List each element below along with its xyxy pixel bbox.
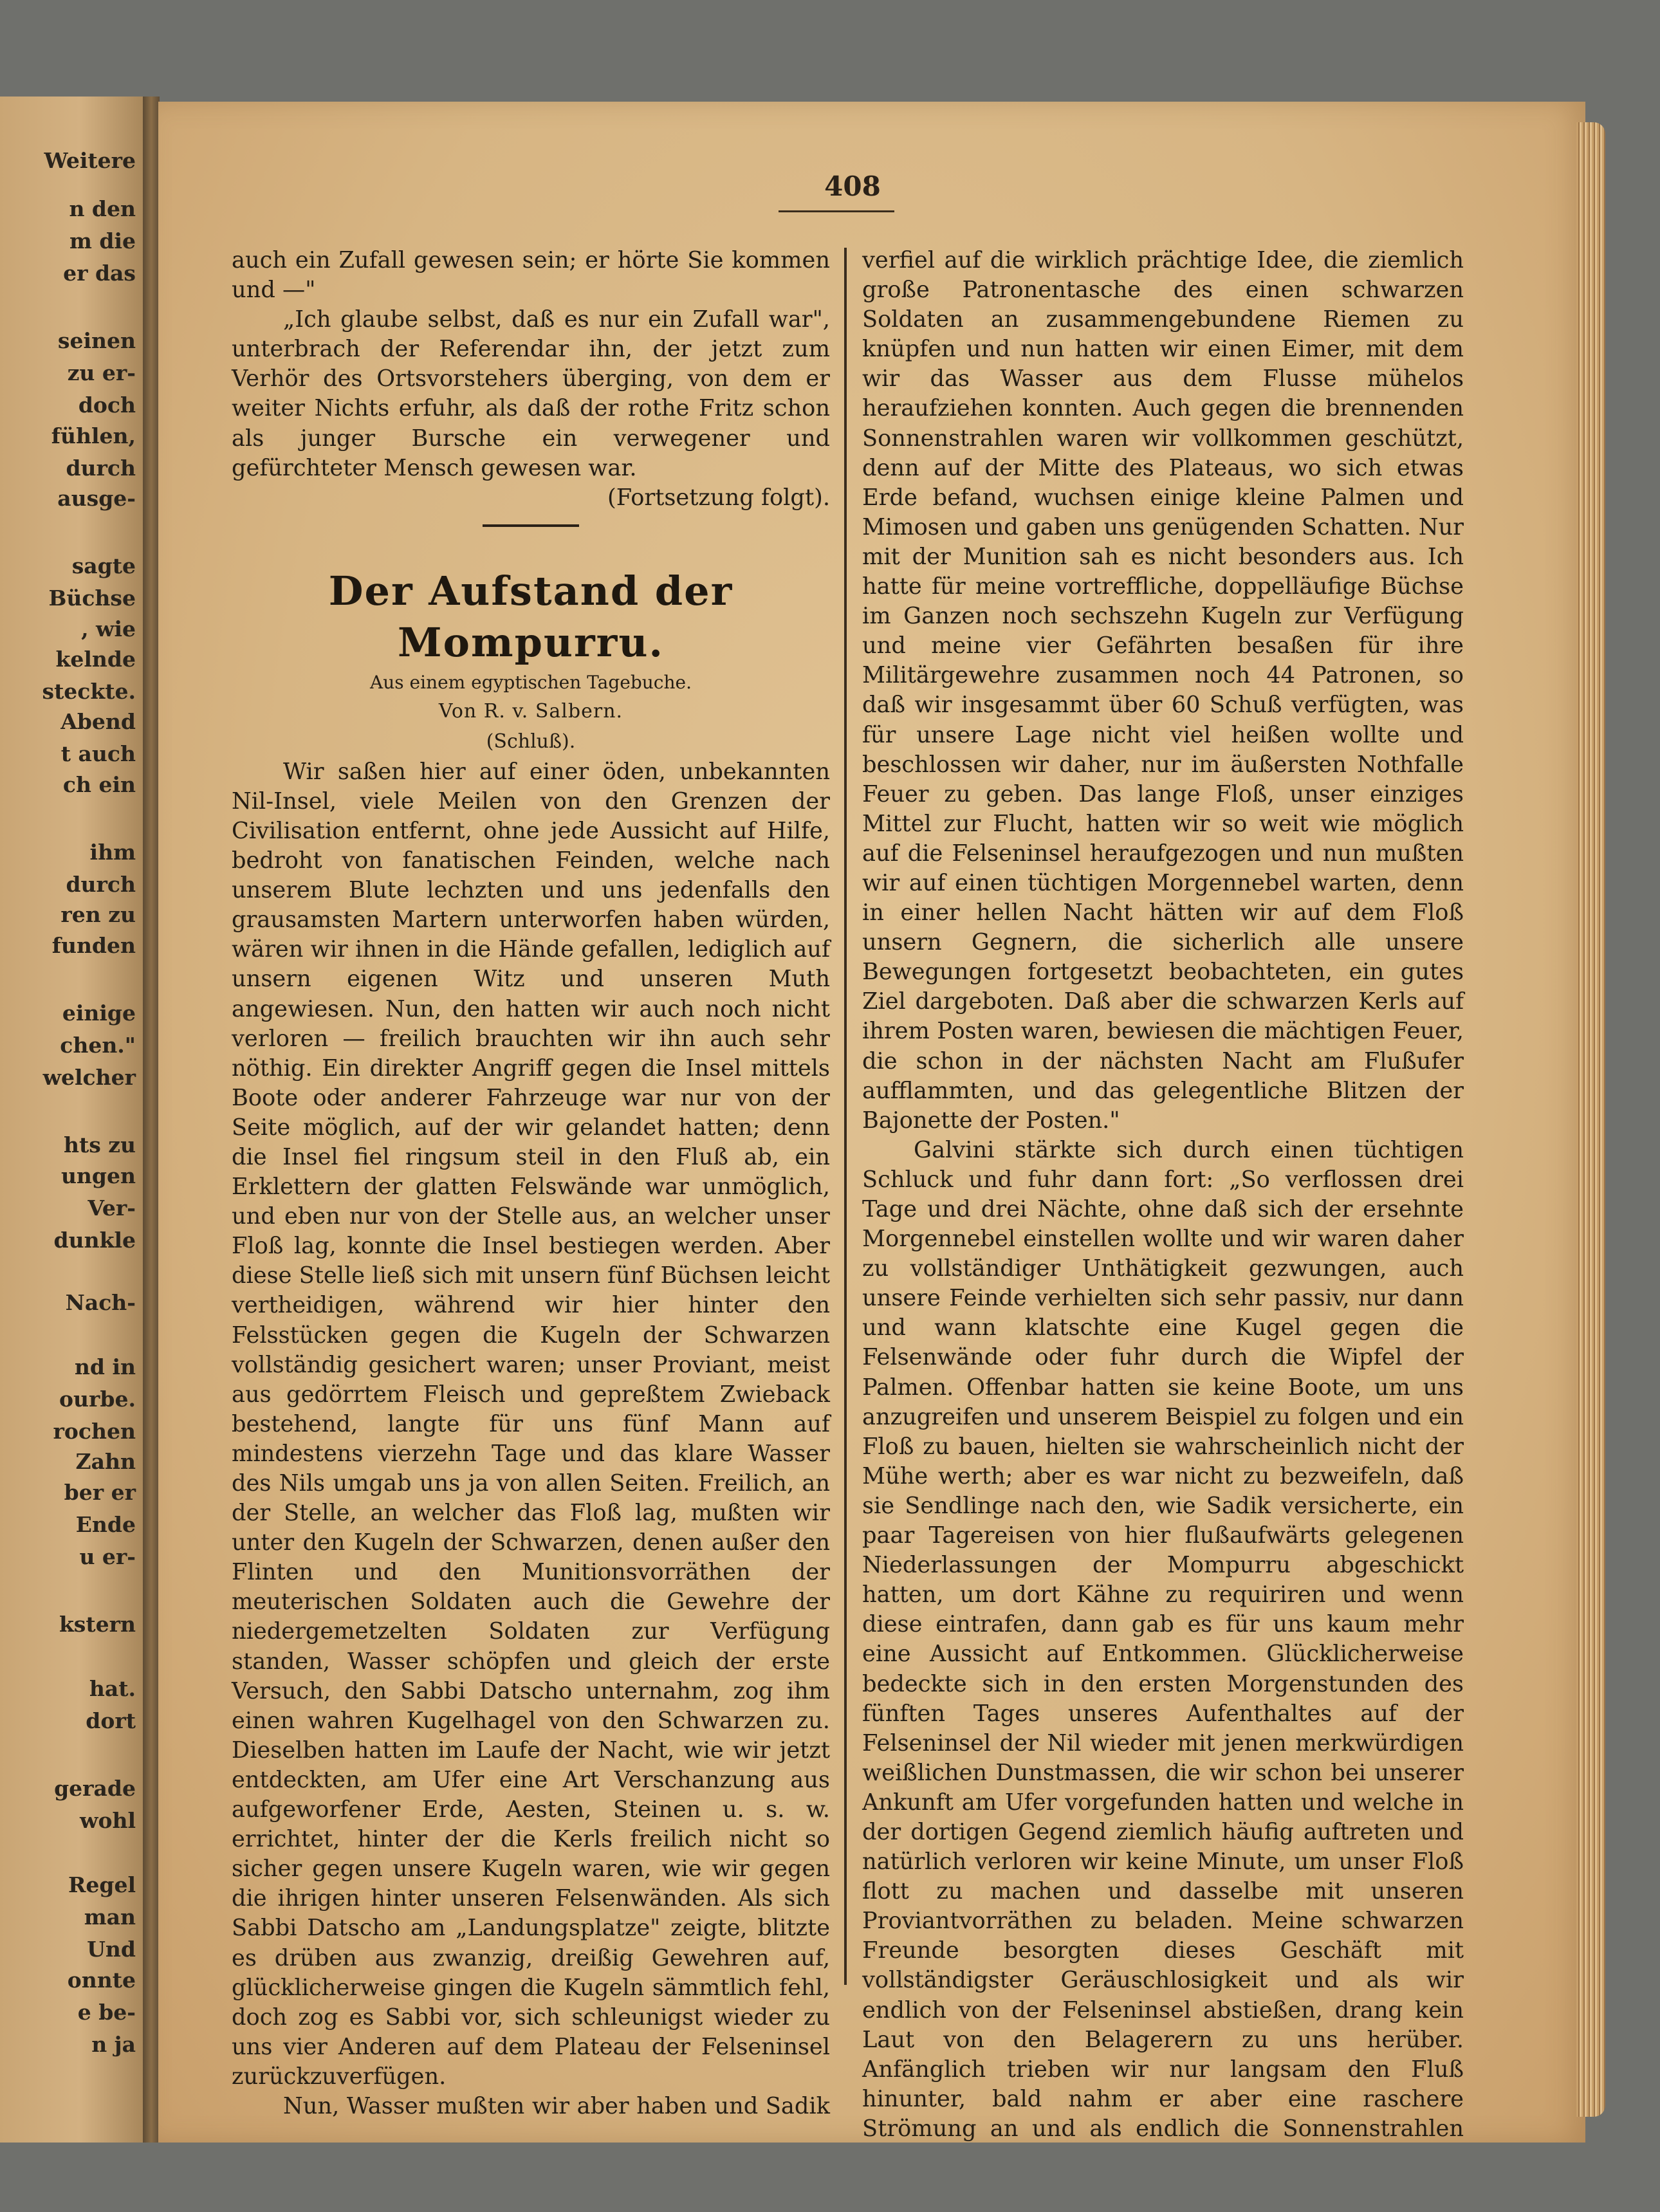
section-separator: [483, 524, 579, 527]
left-page-fragment: n den: [69, 196, 136, 221]
left-paragraph-3: Nun, Wasser mußten wir aber haben und Sadik: [283, 2092, 830, 2119]
left-page-fragment: e be-: [77, 2000, 136, 2025]
left-page-fragment: m die: [69, 228, 136, 253]
book-gutter: [143, 97, 160, 2143]
left-page-fragment: kelnde: [55, 647, 136, 672]
article-subtitle: Aus einem egyptischen Tagebuche.: [370, 671, 692, 693]
left-page-fragment: wohl: [80, 1808, 136, 1833]
left-page-fragment: Weitere: [44, 148, 136, 173]
left-page-fragment: n ja: [91, 2032, 136, 2057]
left-page-fragment: t auch: [60, 741, 136, 766]
left-page-fragment: ch ein: [62, 772, 136, 797]
left-page-fragment: dunkle: [53, 1228, 136, 1253]
left-page-fragment: fühlen,: [51, 423, 136, 448]
left-page-fragment: dort: [86, 1708, 136, 1733]
left-page-fragment: einige: [62, 1000, 136, 1026]
left-page-fragment: Ende: [75, 1512, 136, 1537]
article-title: Der Aufstand der Mompurru.: [328, 567, 733, 666]
left-page-fragment: Abend: [60, 709, 136, 734]
article-note: (Schluß).: [486, 730, 576, 753]
left-page-fragment: chen.": [60, 1033, 136, 1058]
left-page-fragment: kstern: [59, 1612, 136, 1637]
continued-note: (Fortsetzung folgt).: [607, 484, 830, 511]
left-page-fragment: welcher: [42, 1065, 136, 1090]
left-page-fragment: ihm: [89, 840, 136, 865]
left-page-fragment: Regel: [68, 1872, 136, 1897]
left-page-fragment: ourbe.: [59, 1387, 136, 1412]
right-column: [862, 246, 1464, 2144]
left-page-fragment: hts zu: [63, 1132, 136, 1157]
left-page-fragment: seinen: [57, 328, 136, 353]
left-page-fragment: onnte: [67, 1968, 136, 1993]
left-page-fragment: sagte: [71, 553, 136, 578]
left-page-fragment: hat.: [89, 1676, 136, 1701]
left-page-fragment: durch: [66, 872, 136, 897]
right-continuation: verfiel auf die wirklich prächtige Idee, die ziemlich große Patronentasche des einen schwarzen Soldaten an zusammengebundene Riemen zu knüpfen und nun hatten wir einen Eimer, mit dem wir das Wasser aus dem Flusse mühelos heraufziehen konnten. Auch gegen die brennenden Sonnenstrahlen waren wir vollkommen geschützt, denn auf der Mitte des Plateaus, wo sich etwas Erde befand, wuchsen einige kleine Palmen und Mimosen und gaben uns genügenden Schatten. Nur mit der Munition sah es nicht besonders aus. Ich hatte für meine vortreffliche, doppelläufige Büchse im Ganzen noch sechszehn Kugeln zur Verfügung und meine vier Gefährten besaßen für ihre Militärgewehre zusammen noch 44 Patronen, so daß wir insgesammt über 60 Schuß verfügten, was für unsere Lage nicht viel heißen wollte und beschlossen wir daher, nur im äußersten Nothfalle Feuer zu geben. Das lange Floß, unser einziges Mittel zur Flucht, hatten wir so weit wie möglich auf die Felseninsel heraufgezogen und nun mußten wir auf einen tüchtigen Morgennebel warten, denn in einer hellen Nacht hätten wir auf dem Floß unsern Gegnern, die sicherlich alle unsere Bewegungen fortgesetzt beobachteten, ein gutes Ziel dargeboten. Daß aber die schwarzen Kerls auf ihrem Posten waren, bewiesen die mächtigen Feuer, die schon in der nächsten Nacht am Flußufer aufflammten, und das gelegentliche Blitzen der Bajonette der Posten.": [862, 247, 1464, 1134]
left-page-fragment: zu er-: [67, 360, 136, 385]
left-page-fragment: man: [84, 1904, 136, 1930]
left-page-fragment: ausge-: [57, 486, 136, 511]
left-page-fragment: doch: [78, 392, 136, 418]
left-page-fragment: Zahn: [75, 1449, 136, 1474]
page-number-rule: [779, 210, 894, 212]
left-page-fragment: nd in: [74, 1354, 136, 1379]
left-page-fragment: Ver-: [88, 1195, 136, 1221]
left-page-fragment: ber er: [64, 1480, 136, 1505]
left-page-fragment: Und: [87, 1937, 136, 1962]
left-page-fragment: Nach-: [65, 1290, 136, 1315]
left-page-fragment: , wie: [81, 616, 136, 641]
left-page-fragment: durch: [66, 456, 136, 481]
left-page-fragment: steckte.: [42, 679, 136, 704]
article-author: Von R. v. Salbern.: [438, 699, 623, 723]
left-page-fragment: rochen: [53, 1419, 136, 1444]
left-page-fragment: Büchse: [48, 585, 136, 611]
column-divider: [844, 248, 847, 1985]
right-paragraph-2: Galvini stärkte sich durch einen tüchtigen Schluck und fuhr dann fort: „So verflossen drei Tage und drei Nächte, ohne daß sich der ersehnte Morgennebel einstellen wollte und wir waren daher zu vollständiger Unthätigkeit gezwungen, auch unsere Feinde verhielten sich sehr passiv, nur dann und wann klatschte eine Kugel gegen die Felsenwände oder fuhr durch die Wipfel der Palmen. Offenbar hatten sie keine Boote, um uns anzugreifen und unserem Beispiel zu folgen und ein Floß zu bauen, hielten sie wahrscheinlich nicht der Mühe werth; aber es war nicht zu bezweifeln, daß sie Sendlinge nach den, wie Sadik versicherte, ein paar Tagereisen von hier flußaufwärts gelegenen Niederlassungen der Mompurru abgeschickt hatten, um dort Kähne zu requiriren und wenn diese eintrafen, dann gab es für uns kaum mehr eine Aussicht auf Entkommen. Glücklicherweise bedeckte sich in den ersten Morgenstunden des fünften Tages unseres Aufenthaltes auf der Felseninsel der Nil wieder mit jenen merkwürdigen weißlichen Dunstmassen, die wir schon bei unserer Ankunft am Ufer vorgefunden hatten und welche in der dortigen Gegend ziemlich häufig auftreten und natürlich verloren wir keine Minute, um unser Floß flott zu machen und dasselbe mit unseren Proviantvorräthen zu beladen. Meine schwarzen Freunde besorgten dieses Geschäft mit vollständigster Geräuschlosigkeit und als wir endlich von der Felseninsel abstießen, drang kein Laut von den Belagerern zu uns herüber. Anfänglich trieben wir nur langsam den Fluß hinunter, bald nahm er aber eine raschere Strömung an und als endlich die Sonnenstrahlen: [862, 1136, 1464, 2142]
left-page-fragment: funden: [51, 933, 136, 958]
left-continuation: auch ein Zufall gewesen sein; er hörte Sie kommen und —": [232, 247, 830, 304]
left-page-fragment: er das: [63, 261, 136, 286]
left-page-fragment: u er-: [79, 1544, 136, 1569]
left-page-fragment: ungen: [60, 1163, 136, 1188]
page-number: 408: [824, 171, 881, 202]
paragraph-1-text: „Ich glaube selbst, daß es nur ein Zufall war", unterbrach der Referendar ihn, der jetzt zum Verhör des Ortsvorstehers überging, von dem er weiter Nichts erfuhr, als daß der rothe Fritz schon als junger Bursche ein verwegener und gefürchteter Mensch gewesen war.: [232, 306, 830, 481]
left-page-fragment: ren zu: [60, 902, 136, 927]
page-stack-edges: [1576, 122, 1605, 2117]
left-paragraph-2: Wir saßen hier auf einer öden, unbekannten Nil-Insel, viele Meilen von den Grenzen der Civilisation entfernt, ohne jede Aussicht auf Hilfe, bedroht von fanatischen Feinden, welche nach unserem Blute lechzten und uns jedenfalls den grausamsten Martern unterworfen haben würden, wären wir ihnen in die Hände gefallen, lediglich auf unsern eigenen Witz und unseren Muth angewiesen. Nun, den hatten wir auch noch nicht verloren — freilich brauchten wir ihn auch sehr nöthig. Ein direkter Angriff gegen die Insel mittels Boote oder anderer Fahrzeuge war nur von der Seite möglich, auf der wir gelandet hatten; denn die Insel fiel ringsum steil in den Fluß ab, ein Erklettern der glatten Felswände war unmöglich, und eben nur von der Stelle aus, an welcher unser Floß lag, konnte die Insel bestiegen werden. Aber diese Stelle ließ sich mit unsern fünf Büchsen leicht vertheidigen, während wir hier hinter den Felsstücken gegen die Kugeln der Schwarzen vollständig gesichert waren; unser Proviant, meist aus gedörrtem Fleisch und gepreßtem Zwieback bestehend, langte für uns fünf Mann auf mindestens vierzehn Tage und das klare Wasser des Nils umgab uns ja von allen Seiten. Freilich, an der Stelle, an welcher das Floß lag, mußten wir unter den Kugeln der Schwarzen, denen außer den Flinten und den Munitionsvorräthen der meuterischen Soldaten auch die Gewehre der niedergemetzelten Soldaten zur Verfügung standen, Wasser schöpfen und gleich der erste Versuch, den Sabbi Datscho unternahm, zog ihm einen wahren Kugelhagel von den Schwarzen zu. Dieselben hatten im Laufe der Nacht, wie wir jetzt entdeckten, am Ufer eine Art Verschanzung aus aufgeworfener Erde, Aesten, Steinen u. s. w. errichtet, hinter der die Kerls freilich nicht so sicher gegen unsere Kugeln waren, wie wir gegen die ihrigen hinter unseren Felsenwänden. Als sich Sabbi Datscho am „Landungsplatze" zeigte, blitzte es drüben aus zwanzig, dreißig Gewehren auf, glücklicherweise gingen die Kugeln sämmtlich fehl, doch zog es Sabbi vor, sich schleunigst wieder zu uns vier Anderen auf dem Plateau der Felseninsel zurückzuverfügen.: [232, 758, 830, 2090]
left-column: [232, 246, 830, 2121]
left-page-fragment: gerade: [54, 1776, 136, 1801]
left-paragraph-1: [232, 305, 830, 511]
